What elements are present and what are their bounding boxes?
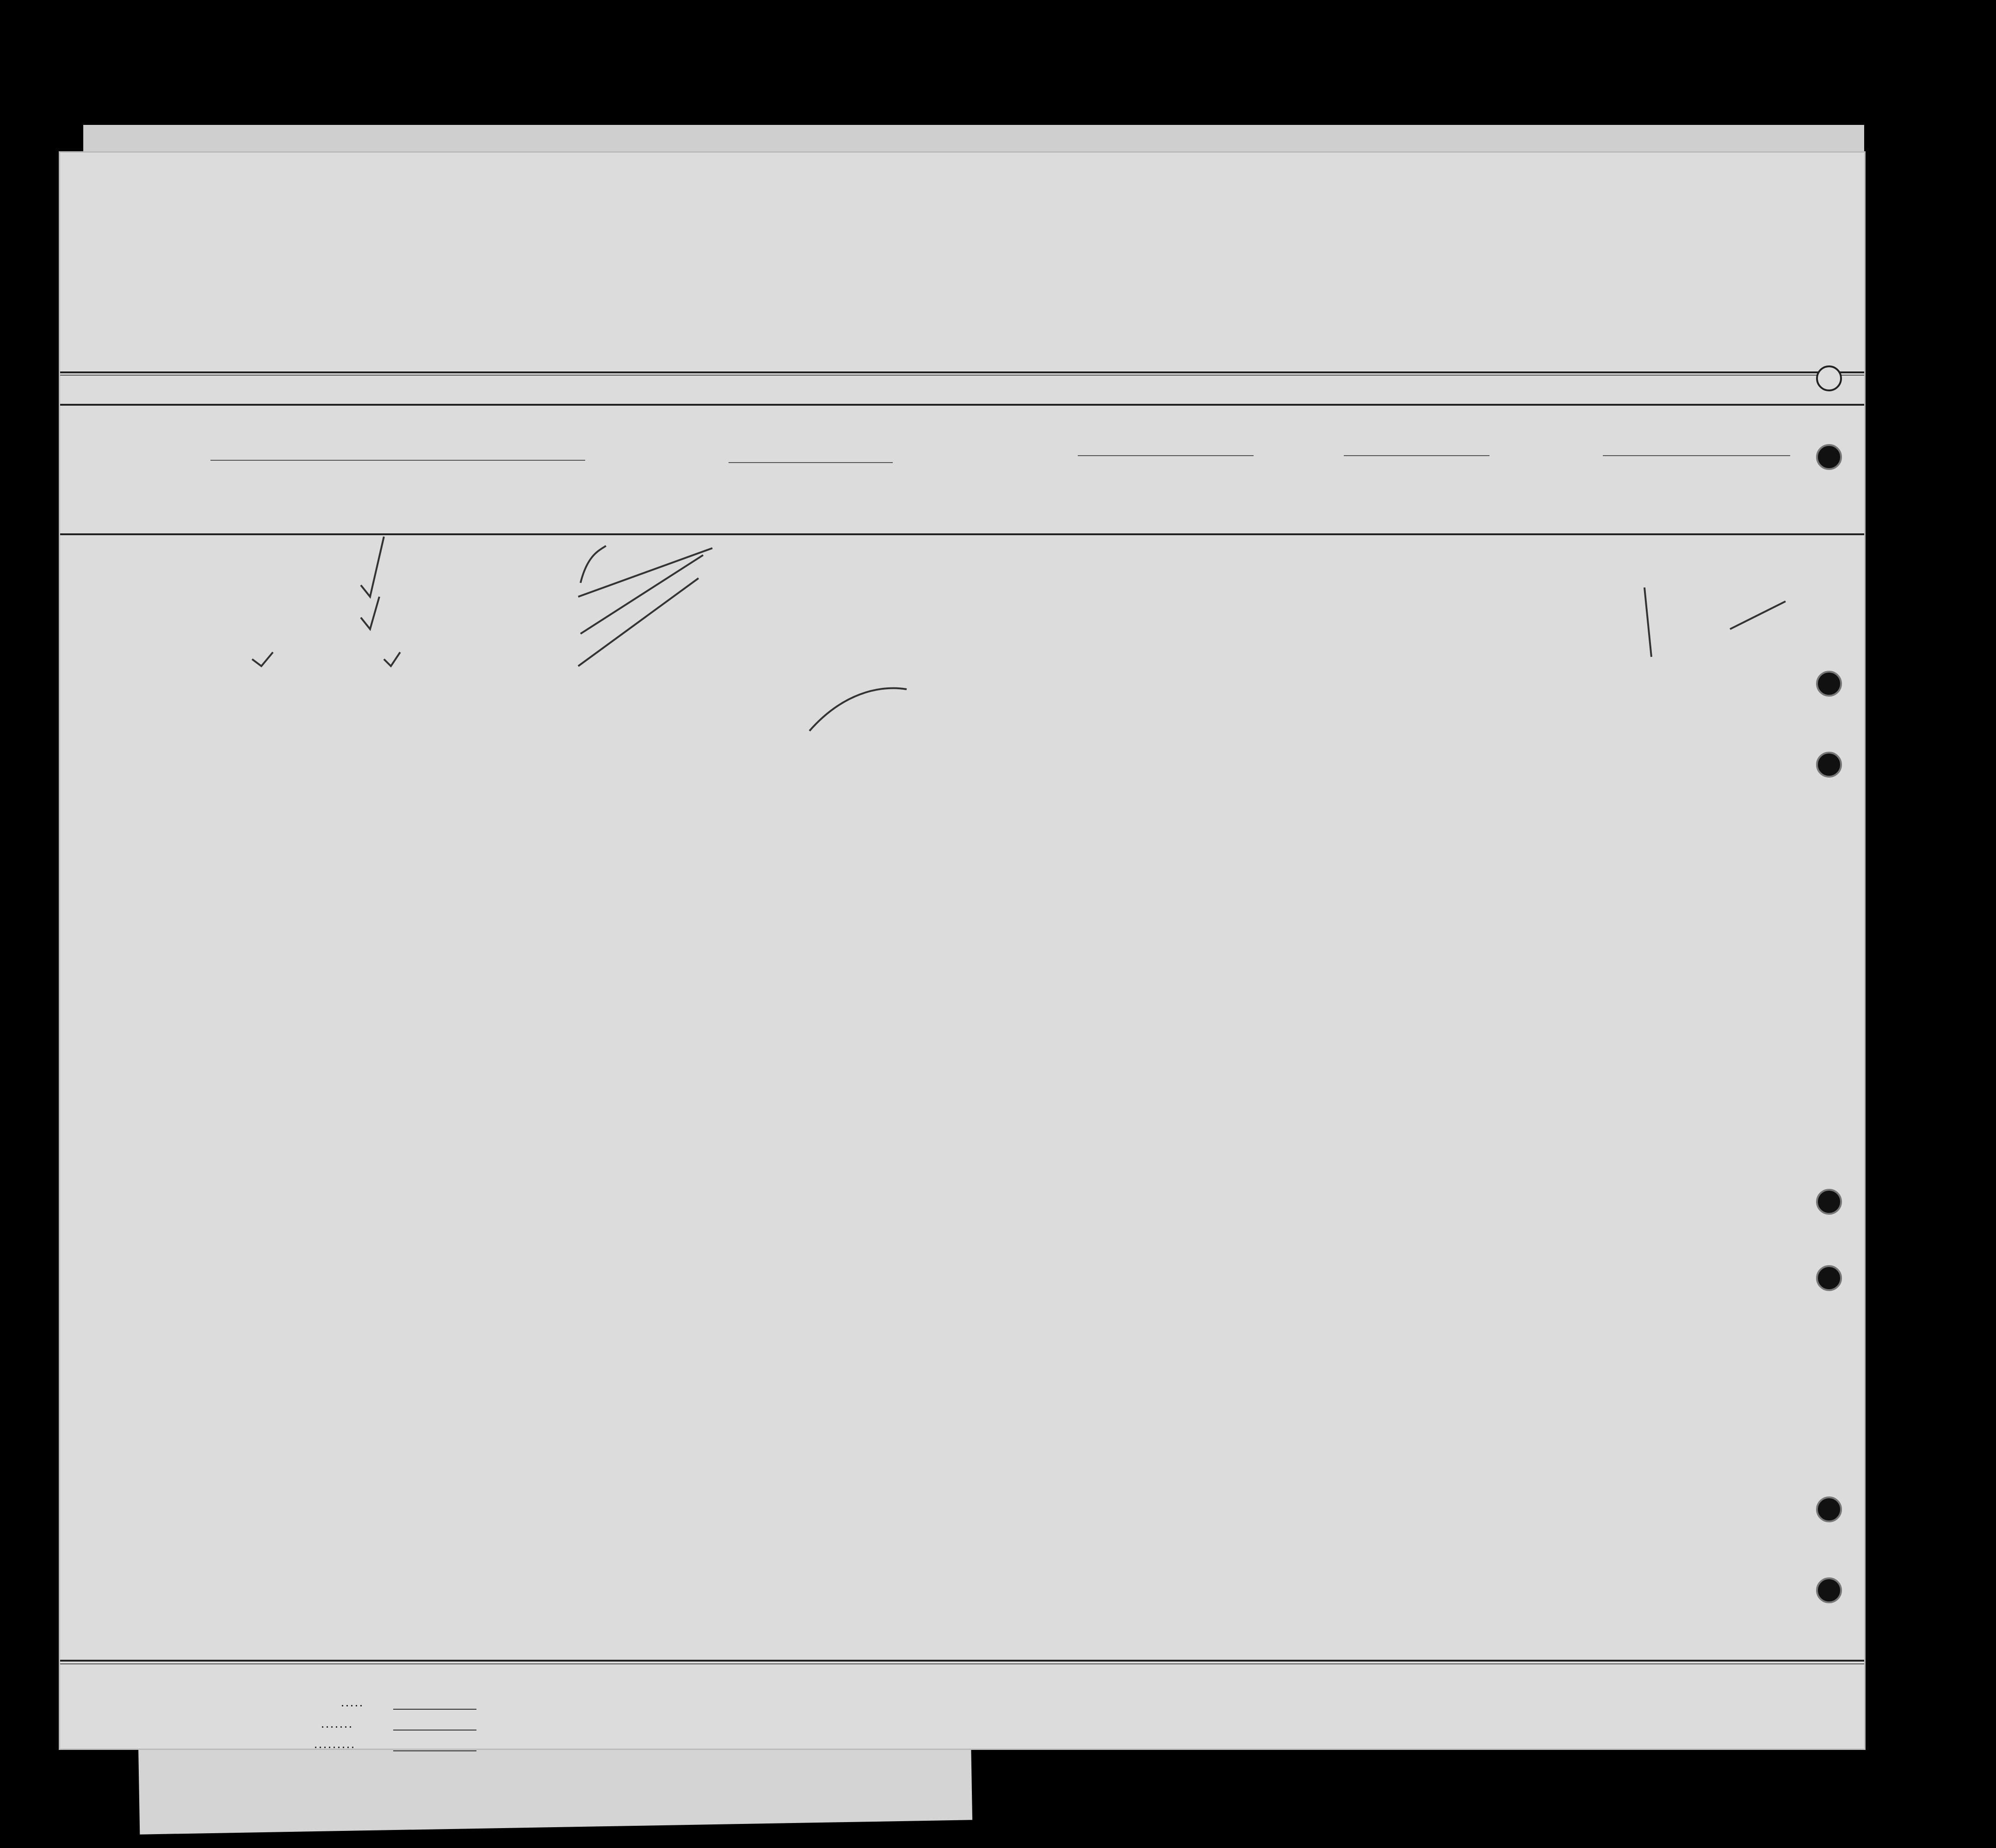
leader-dots: . . . . . . . <box>321 1720 352 1730</box>
binder-hole <box>1816 1189 1842 1215</box>
binder-hole <box>1816 752 1842 778</box>
leader-dots: . . . . . <box>341 1699 362 1709</box>
binder-hole <box>1816 1265 1842 1291</box>
binder-hole <box>1816 1496 1842 1522</box>
binder-hole <box>1816 365 1842 391</box>
binder-hole <box>1816 671 1842 697</box>
leader-dots: . . . . . . . . . <box>315 1740 354 1750</box>
binder-hole <box>1816 1577 1842 1603</box>
binder-hole <box>1816 444 1842 470</box>
